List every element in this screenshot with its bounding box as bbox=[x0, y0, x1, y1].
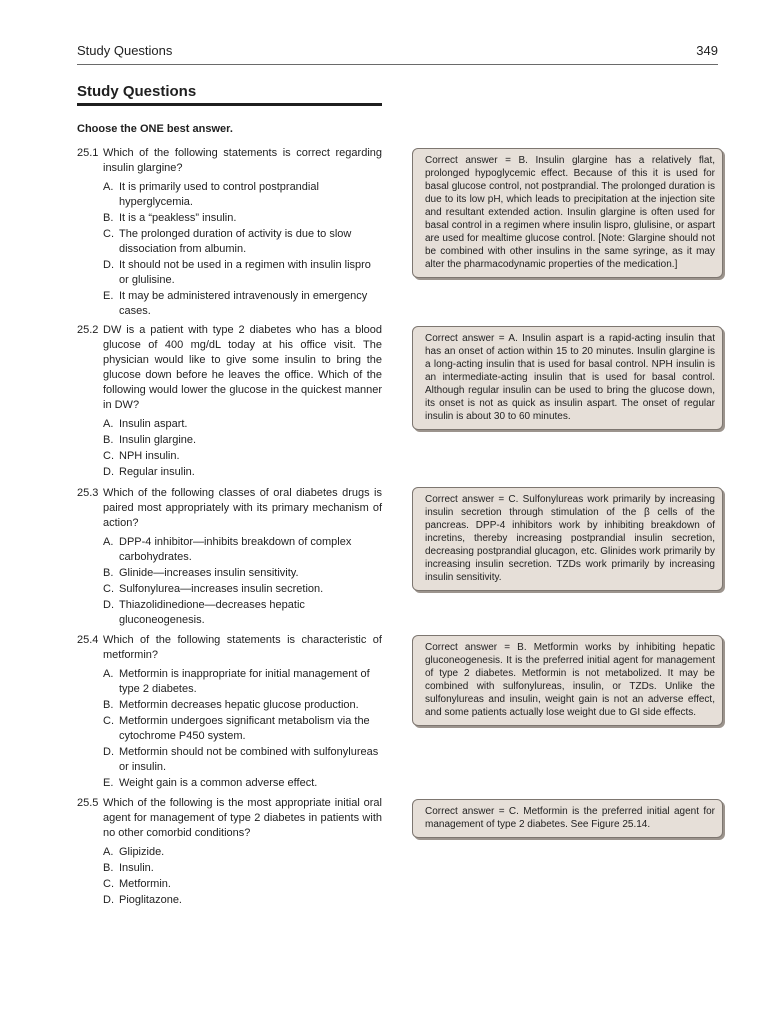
option-a: A. It is primarily used to control postprandial hyperglycemia. bbox=[103, 181, 319, 208]
question-stem bbox=[77, 633, 382, 663]
header-divider bbox=[77, 64, 718, 65]
answer-box-25-3: Correct answer = C. Sulfonylureas work primarily by increasing insulin secretion through stimulation of the β cells of the pancreas. DPP-4 inhibitors work by inhibiting breakdown of incretins, thereby increasing postprandial insulin secretion, decreasing postprandial glucagon, etc. Glinides work primarily by increasing insulin secretion. TZDs work primarily by increasing insulin sensitivity. bbox=[412, 487, 723, 591]
running-head bbox=[77, 43, 718, 63]
option-b: B. Metformin decreases hepatic glucose production. bbox=[103, 699, 359, 711]
question-number: 25.4 bbox=[77, 634, 99, 646]
option-c: C. The prolonged duration of activity is due to slow dissociation from albumin. bbox=[103, 228, 352, 255]
question-stem bbox=[77, 486, 382, 531]
answer-options bbox=[103, 535, 382, 628]
running-head-section: Study Questions bbox=[77, 43, 173, 58]
question-text: Which of the following is the most appropriate initial oral agent for management of type 2 diabetes in patients with no other comorbid conditions? bbox=[103, 797, 382, 839]
answer-options bbox=[103, 180, 382, 319]
question-25-4 bbox=[77, 633, 382, 792]
question-number: 25.2 bbox=[77, 324, 99, 336]
instruction-text: Choose the ONE best answer. bbox=[77, 123, 233, 135]
option-c: C. NPH insulin. bbox=[103, 450, 180, 462]
answer-box-25-4: Correct answer = B. Metformin works by inhibiting hepatic gluconeogenesis. It is the preferred initial agent for management of type 2 diabetes. Metformin is not metabolized. It may be combined with sulfonylureas, insulin, or TZDs. Unlike the sulfonylureas and insulin, weight gain is not an adverse effect, and some patients actually lose weight due to GI side effects. bbox=[412, 635, 723, 726]
page-title: Study Questions bbox=[77, 83, 197, 100]
question-text: Which of the following statements is correct regarding insulin glargine? bbox=[103, 147, 382, 174]
answer-options bbox=[103, 417, 382, 480]
question-25-3 bbox=[77, 486, 382, 629]
question-number: 25.1 bbox=[77, 147, 99, 159]
option-c: C. Sulfonylurea—increases insulin secretion. bbox=[103, 583, 324, 595]
answer-box-25-5: Correct answer = C. Metformin is the preferred initial agent for management of type 2 diabetes. See Figure 25.14. bbox=[412, 799, 723, 838]
option-d: D. It should not be used in a regimen with insulin lispro or glulisine. bbox=[103, 259, 371, 286]
option-a: A. Metformin is inappropriate for initial management of type 2 diabetes. bbox=[103, 668, 370, 695]
answer-box-25-1: Correct answer = B. Insulin glargine has a relatively flat, prolonged hypoglycemic effect. Because of this it is used for basal glucose control, not postprandial. The prolonged duration is due to its low pH, which leads to precipitation at the injection site and resultant extended action. Insulin glargine is often used for basal control in a regimen where insulin lispro, glulisine, or aspart are used for mealtime glucose control. [Note: Glargine should not be combined with other insulins in the same syringe, as it may alter the pharmacodynamic properties of the medication.] bbox=[412, 148, 723, 278]
option-b: B. Glinide—increases insulin sensitivity. bbox=[103, 567, 299, 579]
option-e: E. It may be administered intravenously in emergency cases. bbox=[103, 290, 368, 317]
question-text: Which of the following statements is characteristic of metformin? bbox=[103, 634, 382, 661]
question-text: DW is a patient with type 2 diabetes who has a blood glucose of 400 mg/dL today at his office visit. The physician would like to give some insulin to bring the glucose down before he leaves the office. Which of the following would lower the glucose in the quickest manner in DW? bbox=[103, 324, 382, 411]
option-b: B. Insulin. bbox=[103, 862, 154, 874]
question-25-2 bbox=[77, 323, 382, 481]
answer-box-25-2: Correct answer = A. Insulin aspart is a rapid-acting insulin that has an onset of action within 15 to 20 minutes. Insulin glargine is a long-acting insulin that is used for basal control. NPH insulin is an intermediate-acting insulin that is used for basal control. Although regular insulin can be used to bring the glucose down, its onset is not as quick as insulin aspart. The onset of regular insulin is about 30 to 60 minutes. bbox=[412, 326, 723, 430]
question-text: Which of the following classes of oral diabetes drugs is paired most appropriately with its primary mechanism of action? bbox=[103, 487, 382, 529]
option-b: B. It is a “peakless” insulin. bbox=[103, 212, 237, 224]
option-e: E. Weight gain is a common adverse effect. bbox=[103, 777, 318, 789]
option-d: D. Metformin should not be combined with sulfonylureas or insulin. bbox=[103, 746, 379, 773]
question-stem bbox=[77, 323, 382, 413]
question-25-5 bbox=[77, 796, 382, 909]
question-stem bbox=[77, 146, 382, 176]
title-underline bbox=[77, 103, 382, 106]
answer-options bbox=[103, 845, 382, 908]
option-d: D. Thiazolidinedione—decreases hepatic gluconeogenesis. bbox=[103, 599, 305, 626]
question-number: 25.3 bbox=[77, 487, 99, 499]
option-a: A. Glipizide. bbox=[103, 846, 165, 858]
answer-options bbox=[103, 667, 382, 791]
question-25-1 bbox=[77, 146, 382, 320]
option-a: A. Insulin aspart. bbox=[103, 418, 188, 430]
option-d: D. Pioglitazone. bbox=[103, 894, 182, 906]
question-number: 25.5 bbox=[77, 797, 99, 809]
option-b: B. Insulin glargine. bbox=[103, 434, 197, 446]
option-a: A. DPP-4 inhibitor—inhibits breakdown of complex carbohydrates. bbox=[103, 536, 352, 563]
page-number: 349 bbox=[696, 43, 718, 58]
question-stem bbox=[77, 796, 382, 841]
option-c: C. Metformin. bbox=[103, 878, 171, 890]
option-d: D. Regular insulin. bbox=[103, 466, 195, 478]
option-c: C. Metformin undergoes significant metabolism via the cytochrome P450 system. bbox=[103, 715, 370, 742]
